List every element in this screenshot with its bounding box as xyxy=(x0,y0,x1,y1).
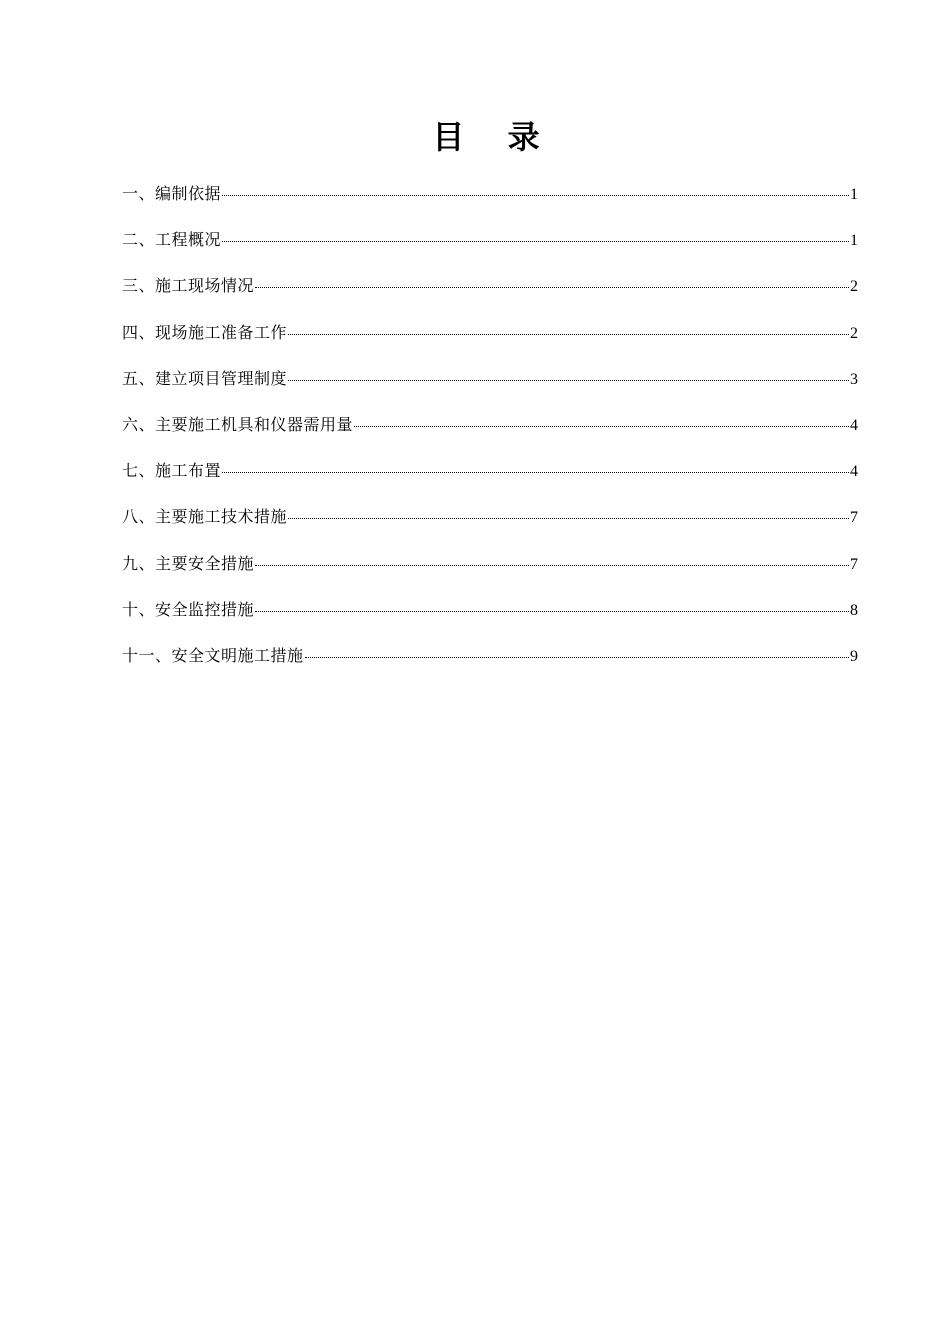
toc-page-number: 4 xyxy=(850,463,858,481)
toc-page-number: 2 xyxy=(850,324,858,342)
toc-entry-label: 九、主要安全措施 xyxy=(122,553,255,573)
toc-dot-leader xyxy=(288,518,849,519)
toc-entry[interactable] xyxy=(122,411,858,457)
toc-dot-leader xyxy=(354,426,849,427)
toc-page-number: 4 xyxy=(850,416,858,434)
toc-entry[interactable] xyxy=(122,642,858,688)
toc-page-number: 7 xyxy=(850,555,858,573)
toc-entry[interactable] xyxy=(122,596,858,642)
toc-dot-leader xyxy=(255,287,849,288)
toc-entry-label: 七、施工布置 xyxy=(122,461,222,481)
toc-entry-label: 五、建立项目管理制度 xyxy=(122,368,288,388)
toc-entry[interactable] xyxy=(122,550,858,596)
toc-dot-leader xyxy=(288,334,849,335)
toc-entry-label: 二、工程概况 xyxy=(122,230,222,250)
toc-page-number: 1 xyxy=(850,186,858,203)
toc-entry[interactable] xyxy=(122,365,858,411)
toc-entry-label: 四、现场施工准备工作 xyxy=(122,322,288,342)
toc-dot-leader xyxy=(222,195,849,196)
toc-entry-label: 十一、安全文明施工措施 xyxy=(122,645,304,665)
toc-dot-leader xyxy=(288,380,849,381)
toc-page-number: 7 xyxy=(850,509,858,527)
toc-entry[interactable] xyxy=(122,272,858,318)
toc-entry[interactable] xyxy=(122,180,858,226)
toc-entry[interactable] xyxy=(122,503,858,549)
toc-entry[interactable] xyxy=(122,457,858,503)
toc-page-number: 8 xyxy=(850,601,858,619)
toc-page-number: 2 xyxy=(850,278,858,296)
toc-page-number: 3 xyxy=(850,370,858,388)
page-title: 目 录 xyxy=(432,118,556,156)
toc-dot-leader xyxy=(255,611,849,612)
toc-dot-leader xyxy=(305,657,849,658)
toc-page-number: 1 xyxy=(850,232,858,250)
table-of-contents xyxy=(122,180,858,688)
toc-dot-leader xyxy=(222,241,849,242)
toc-entry-label: 三、施工现场情况 xyxy=(122,276,255,296)
toc-entry[interactable] xyxy=(122,319,858,365)
toc-page-number: 9 xyxy=(850,647,858,665)
toc-entry-label: 六、主要施工机具和仪器需用量 xyxy=(122,414,354,434)
toc-entry-label: 八、主要施工技术措施 xyxy=(122,507,288,527)
toc-entry-label: 十、安全监控措施 xyxy=(122,599,255,619)
toc-entry-label: 一、编制依据 xyxy=(122,184,222,203)
toc-entry[interactable] xyxy=(122,226,858,272)
toc-dot-leader xyxy=(222,472,849,473)
toc-dot-leader xyxy=(255,565,849,566)
